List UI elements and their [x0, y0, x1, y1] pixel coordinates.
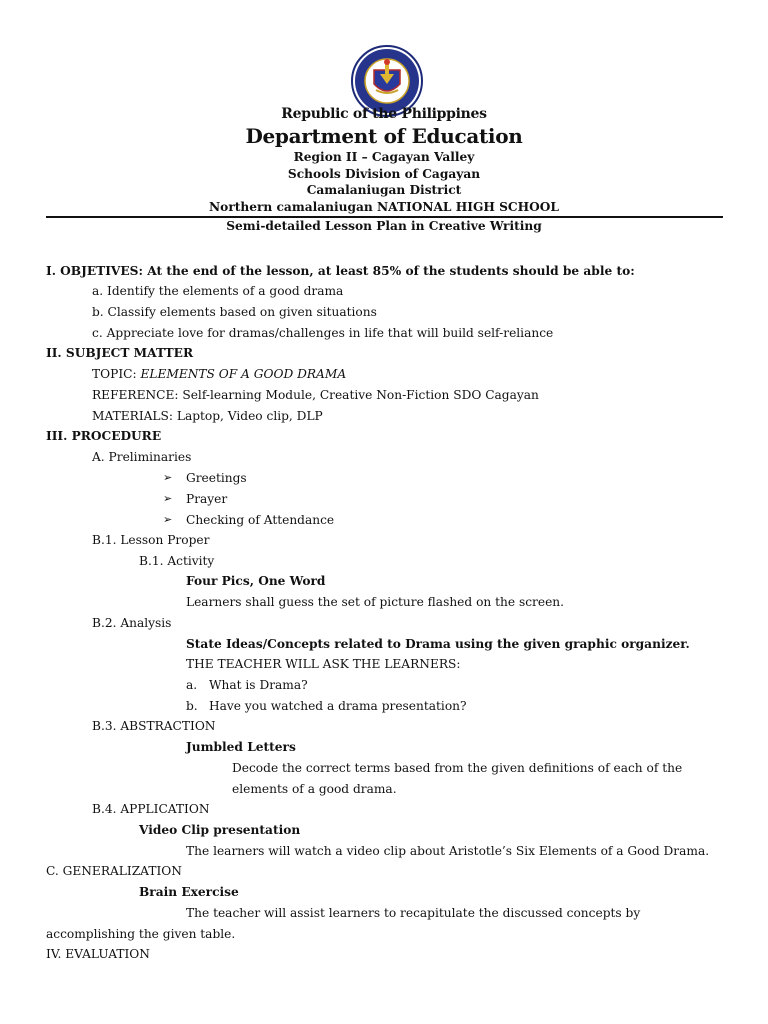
preliminary-item: Greetings: [186, 471, 247, 485]
topic-value: ELEMENTS OF A GOOD DRAMA: [140, 367, 347, 381]
objectives-heading: I. OBJETIVES: At the end of the lesson, at least 85% of the students should be able to:: [46, 264, 635, 278]
preliminary-item: Checking of Attendance: [186, 513, 335, 527]
activity-text: Learners shall guess the set of picture flashed on the screen.: [186, 595, 565, 609]
objective-item: b. Classify elements based on given situations: [92, 305, 377, 319]
activity-title: Four Pics, One Word: [186, 574, 326, 588]
abstraction-text: elements of a good drama.: [232, 782, 397, 796]
arrow-bullet-icon: ➢: [163, 492, 173, 505]
question-text: What is Drama?: [209, 678, 308, 692]
preliminary-item: Prayer: [186, 492, 228, 506]
abstraction-text: Decode the correct terms based from the given definitions of each of the: [232, 761, 683, 775]
subject-matter-heading: II. SUBJECT MATTER: [46, 346, 194, 360]
school-line: Northern camalaniugan NATIONAL HIGH SCHOOL: [209, 200, 559, 214]
generalization-title: Brain Exercise: [139, 885, 239, 899]
analysis-line: B.2. Analysis: [92, 616, 172, 630]
evaluation-heading: IV. EVALUATION: [46, 947, 150, 961]
lesson-proper-line: B.1. Lesson Proper: [92, 533, 210, 547]
analysis-intro: THE TEACHER WILL ASK THE LEARNERS:: [186, 657, 461, 671]
abstraction-line: B.3. ABSTRACTION: [92, 719, 216, 733]
analysis-title: State Ideas/Concepts related to Drama using the given graphic organizer.: [186, 637, 690, 651]
arrow-bullet-icon: ➢: [163, 471, 173, 484]
question-text: Have you watched a drama presentation?: [209, 699, 467, 713]
generalization-heading: C. GENERALIZATION: [46, 864, 182, 878]
question-letter: a.: [186, 678, 198, 692]
district-line: Camalaniugan District: [306, 183, 462, 197]
application-title: Video Clip presentation: [139, 823, 301, 837]
generalization-text: The teacher will assist learners to recapitulate the discussed concepts by: [186, 906, 641, 920]
objective-item: a. Identify the elements of a good drama: [92, 284, 344, 298]
department-title: Department of Education: [245, 124, 523, 148]
abstraction-title: Jumbled Letters: [186, 740, 296, 754]
plan-title: Semi-detailed Lesson Plan in Creative Writing: [226, 219, 542, 233]
procedure-heading: III. PROCEDURE: [46, 429, 162, 443]
question-letter: b.: [186, 699, 198, 713]
application-line: B.4. APPLICATION: [92, 802, 210, 816]
republic-title: Republic of the Philippines: [281, 106, 487, 122]
materials-line: MATERIALS: Laptop, Video clip, DLP: [92, 409, 323, 423]
preliminaries-line: A. Preliminaries: [92, 450, 192, 464]
application-text: The learners will watch a video clip about Aristotle’s Six Elements of a Good Drama.: [186, 844, 710, 858]
objective-item: c. Appreciate love for dramas/challenges in life that will build self-reliance: [92, 326, 554, 340]
region-line: Region II – Cagayan Valley: [293, 150, 475, 164]
arrow-bullet-icon: ➢: [163, 513, 173, 526]
topic-line: [92, 367, 346, 381]
topic-label: TOPIC:: [92, 367, 137, 381]
division-line: Schools Division of Cagayan: [287, 167, 481, 181]
header-divider: [46, 216, 723, 218]
generalization-text: accomplishing the given table.: [46, 927, 236, 941]
activity-line: B.1. Activity: [139, 554, 215, 568]
reference-line: REFERENCE: Self-learning Module, Creative Non-Fiction SDO Cagayan: [92, 388, 539, 402]
